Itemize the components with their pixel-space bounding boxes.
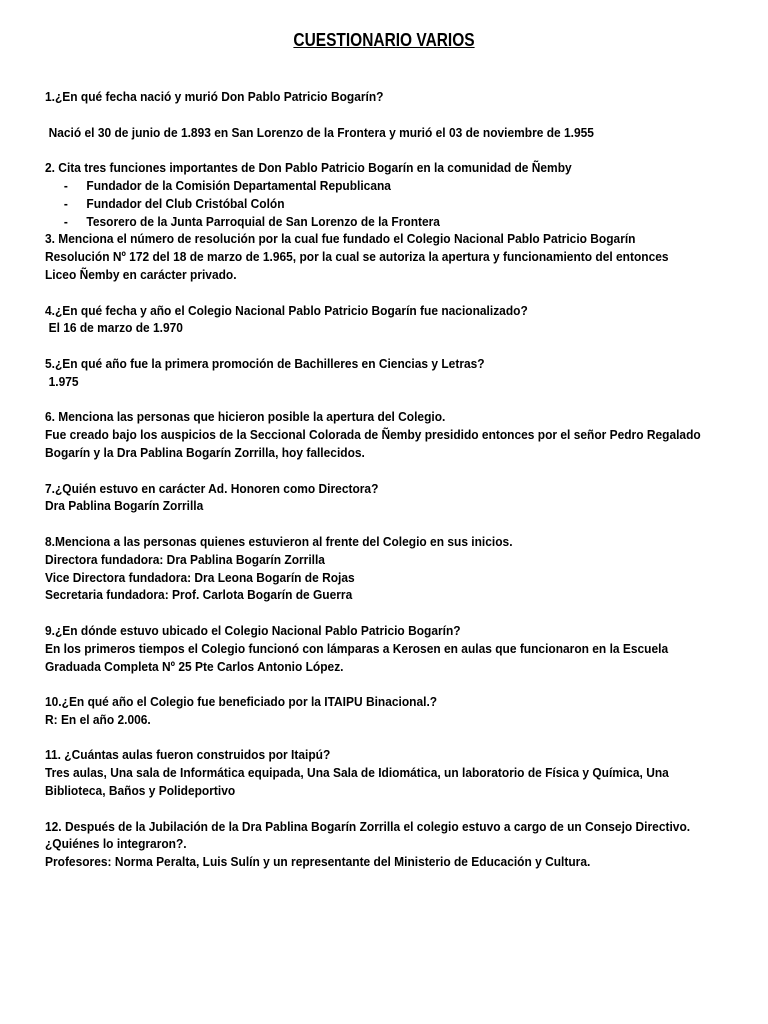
spacer [45,391,729,409]
spacer [45,141,729,159]
answer-4: El 16 de marzo de 1.970 [48,320,183,336]
answer-6-line-2: Bogarín y la Dra Pablina Bogarín Zorrilla, hoy fallecidos. [45,444,365,460]
spacer [45,106,729,124]
answer-7: Dra Pablina Bogarín Zorrilla [45,498,204,514]
answer-6-line-1: Fue creado bajo los auspicios de la Seccional Colorada de Ñemby presidido entonces por el señor Pedro Regalado [45,427,701,443]
spacer [45,462,729,480]
bullet-dash: - [63,177,68,193]
spacer [45,515,729,533]
answer-2-bullet-2 [45,195,729,213]
question-4: 4.¿En qué fecha y año el Colegio Nacional Pablo Patricio Bogarín fue nacionalizado? [45,302,528,318]
question-6: 6. Menciona las personas que hicieron posible la apertura del Colegio. [45,409,446,425]
question-1: 1.¿En qué fecha nació y murió Don Pablo Patricio Bogarín? [45,89,384,104]
question-10: 10.¿En qué año el Colegio fue beneficiado por la ITAIPU Binacional.? [45,694,438,710]
answer-9-line-2: Graduada Completa Nº 25 Pte Carlos Antonio López. [45,658,344,674]
answer-9-line-1: En los primeros tiempos el Colegio funcionó con lámparas a Kerosen en aulas que funcionaron en la Escuela [45,640,669,656]
spacer [45,729,729,747]
answer-1: Nació el 30 de junio de 1.893 en San Lorenzo de la Frontera y murió el 03 de noviembre de 1.955 [48,124,594,140]
answer-8-line-1: Directora fundadora: Dra Pablina Bogarín Zorrilla [45,551,325,567]
answer-10: R: En el año 2.006. [45,711,151,727]
answer-3-line-2: Liceo Ñemby en carácter privado. [45,266,237,282]
question-12-line-2: ¿Quiénes lo integraron?. [45,836,187,852]
bullet-dash: - [63,213,68,229]
answer-2-bullet-1 [45,177,729,195]
question-12-line-1: 12. Después de la Jubilación de la Dra Pablina Bogarín Zorrilla el colegio estuvo a cargo de un Consejo Directivo. [45,818,691,834]
bullet-text: Fundador del Club Cristóbal Colón [86,195,285,211]
bullet-dash: - [63,195,68,211]
questionnaire-body [45,88,729,871]
answer-11-line-2: Biblioteca, Baños y Polideportivo [45,783,236,799]
answer-3-line-1: Resolución Nº 172 del 18 de marzo de 1.965, por la cual se autoriza la apertura y funcionamiento del entonces [45,249,669,265]
bullet-text: Tesorero de la Junta Parroquial de San Lorenzo de la Frontera [86,213,440,229]
answer-8-line-2: Vice Directora fundadora: Dra Leona Bogarín de Rojas [45,569,355,585]
spacer [45,675,729,693]
question-5: 5.¿En qué año fue la primera promoción de Bachilleres en Ciencias y Letras? [45,355,485,371]
document-title: CUESTIONARIO VARIOS [293,30,475,50]
question-11: 11. ¿Cuántas aulas fueron construidos por Itaipú? [45,747,331,763]
answer-8-line-3: Secretaria fundadora: Prof. Carlota Bogarín de Guerra [45,587,353,603]
answer-2-bullet-3 [45,213,729,231]
question-8: 8.Menciona a las personas quienes estuvieron al frente del Colegio en sus inicios. [45,533,513,549]
answer-11-line-1: Tres aulas, Una sala de Informática equipada, Una Sala de Idiomática, un laboratorio de Física y Química, Una [45,765,669,781]
question-7: 7.¿Quién estuvo en carácter Ad. Honoren como Directora? [45,480,379,496]
bullet-text: Fundador de la Comisión Departamental Republicana [86,177,391,193]
question-3: 3. Menciona el número de resolución por la cual fue fundado el Colegio Nacional Pablo Patricio Bogarín [45,231,636,247]
question-2: 2. Cita tres funciones importantes de Don Pablo Patricio Bogarín en la comunidad de Ñemby [45,160,572,176]
spacer [45,284,729,302]
spacer [45,337,729,355]
spacer [45,604,729,622]
question-9: 9.¿En dónde estuvo ubicado el Colegio Nacional Pablo Patricio Bogarín? [45,622,461,638]
answer-12: Profesores: Norma Peralta, Luis Sulín y un representante del Ministerio de Educación y Cultura. [45,854,591,870]
spacer [45,800,729,818]
answer-5: 1.975 [48,373,79,389]
